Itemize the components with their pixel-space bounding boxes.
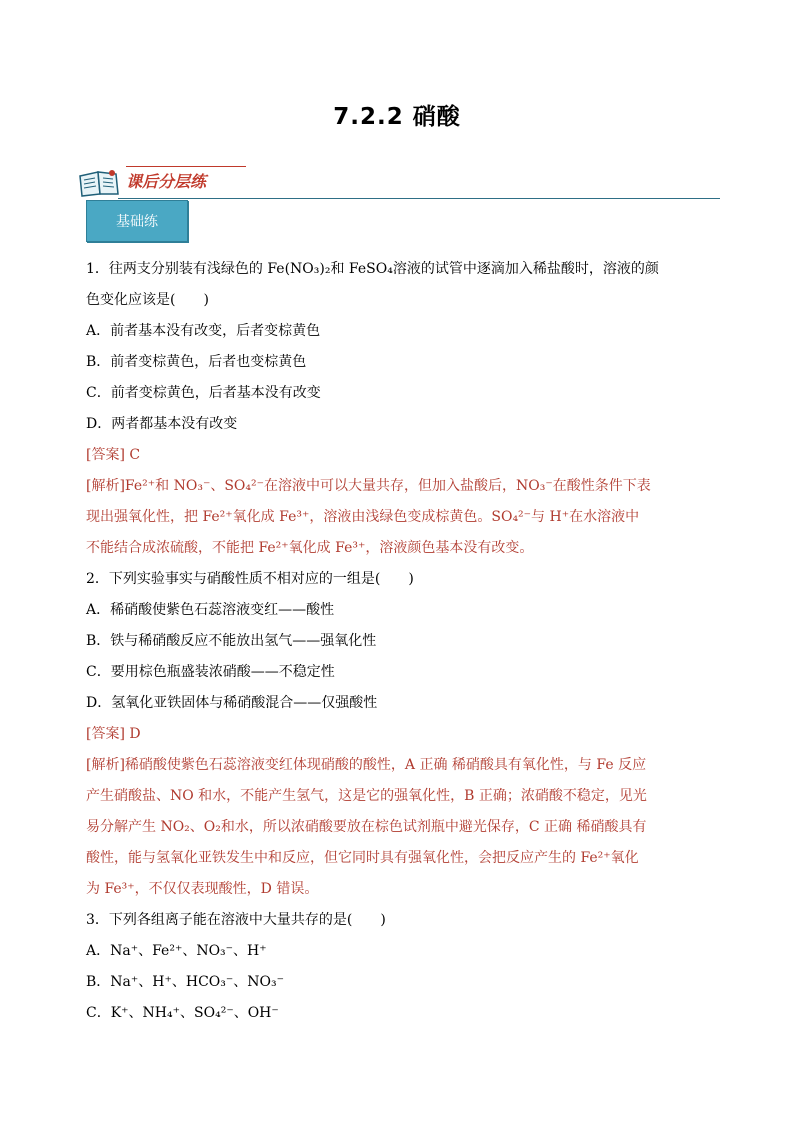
q1-explanation-line2: 现出强氧化性，把 Fe²⁺氧化成 Fe³⁺，溶液由浅绿色变成棕黄色。SO₄²⁻与 H⁺在水溶液中 [86, 509, 640, 525]
q2-explanation-line5: 为 Fe³⁺，不仅仅表现酸性，D 错误。 [86, 881, 319, 897]
q3-option-a: A．Na⁺、Fe²⁺、NO₃⁻、H⁺ [86, 943, 267, 959]
book-icon [78, 168, 122, 198]
page-title: 7.2.2 硝酸 [333, 104, 461, 130]
q2-option-c: C．要用棕色瓶盛装浓硝酸——不稳定性 [86, 664, 335, 680]
q2-option-a: A．稀硝酸使紫色石蕊溶液变红——酸性 [86, 602, 335, 618]
q2-explanation-line4: 酸性，能与氢氧化亚铁发生中和反应，但它同时具有强氧化性，会把反应产生的 Fe²⁺氧化 [86, 850, 639, 866]
section-label: 课后分层练 [126, 172, 207, 191]
q2-option-d: D．氢氧化亚铁固体与稀硝酸混合——仅强酸性 [86, 695, 378, 711]
question-content [86, 254, 726, 1029]
q1-option-a: A．前者基本没有改变，后者变棕黄色 [86, 323, 321, 339]
header-accent-line [126, 166, 246, 167]
section-header [78, 166, 720, 200]
q2-explanation-line1: [解析]稀硝酸使紫色石蕊溶液变红体现硝酸的酸性，A 正确 稀硝酸具有氧化性，与 Fe 反应 [86, 757, 647, 773]
q2-stem: 2．下列实验事实与硝酸性质不相对应的一组是( ) [86, 571, 414, 587]
q3-option-b: B．Na⁺、H⁺、HCO₃⁻、NO₃⁻ [86, 974, 285, 990]
q1-stem-line1: 1．往两支分别装有浅绿色的 Fe(NO₃)₂和 FeSO₄溶液的试管中逐滴加入稀盐酸时，溶液的颜 [86, 261, 659, 277]
q2-explanation-line3: 易分解产生 NO₂、O₂和水，所以浓硝酸要放在棕色试剂瓶中避光保存，C 正确 稀硝酸具有 [86, 819, 647, 835]
q3-stem: 3．下列各组离子能在溶液中大量共存的是( ) [86, 912, 386, 928]
q1-answer: [答案] C [86, 447, 141, 463]
tab-basic-practice[interactable]: 基础练 [86, 200, 188, 242]
q1-option-b: B．前者变棕黄色，后者也变棕黄色 [86, 354, 307, 370]
q2-option-b: B．铁与稀硝酸反应不能放出氢气——强氧化性 [86, 633, 377, 649]
q1-option-c: C．前者变棕黄色，后者基本没有改变 [86, 385, 321, 401]
q3-option-c: C．K⁺、NH₄⁺、SO₄²⁻、OH⁻ [86, 1005, 279, 1021]
q1-stem-line2: 色变化应该是( ) [86, 292, 209, 308]
header-divider [118, 198, 720, 199]
q2-explanation-line2: 产生硝酸盐、NO 和水，不能产生氢气，这是它的强氧化性，B 正确；浓硝酸不稳定，见光 [86, 788, 647, 804]
q2-answer: [答案] D [86, 726, 141, 742]
q1-explanation-line1: [解析]Fe²⁺和 NO₃⁻、SO₄²⁻在溶液中可以大量共存，但加入盐酸后，NO₃⁻在酸性条件下表 [86, 478, 651, 494]
q1-explanation-line3: 不能结合成浓硫酸，不能把 Fe²⁺氧化成 Fe³⁺，溶液颜色基本没有改变。 [86, 540, 534, 556]
q1-option-d: D．两者都基本没有改变 [86, 416, 238, 432]
